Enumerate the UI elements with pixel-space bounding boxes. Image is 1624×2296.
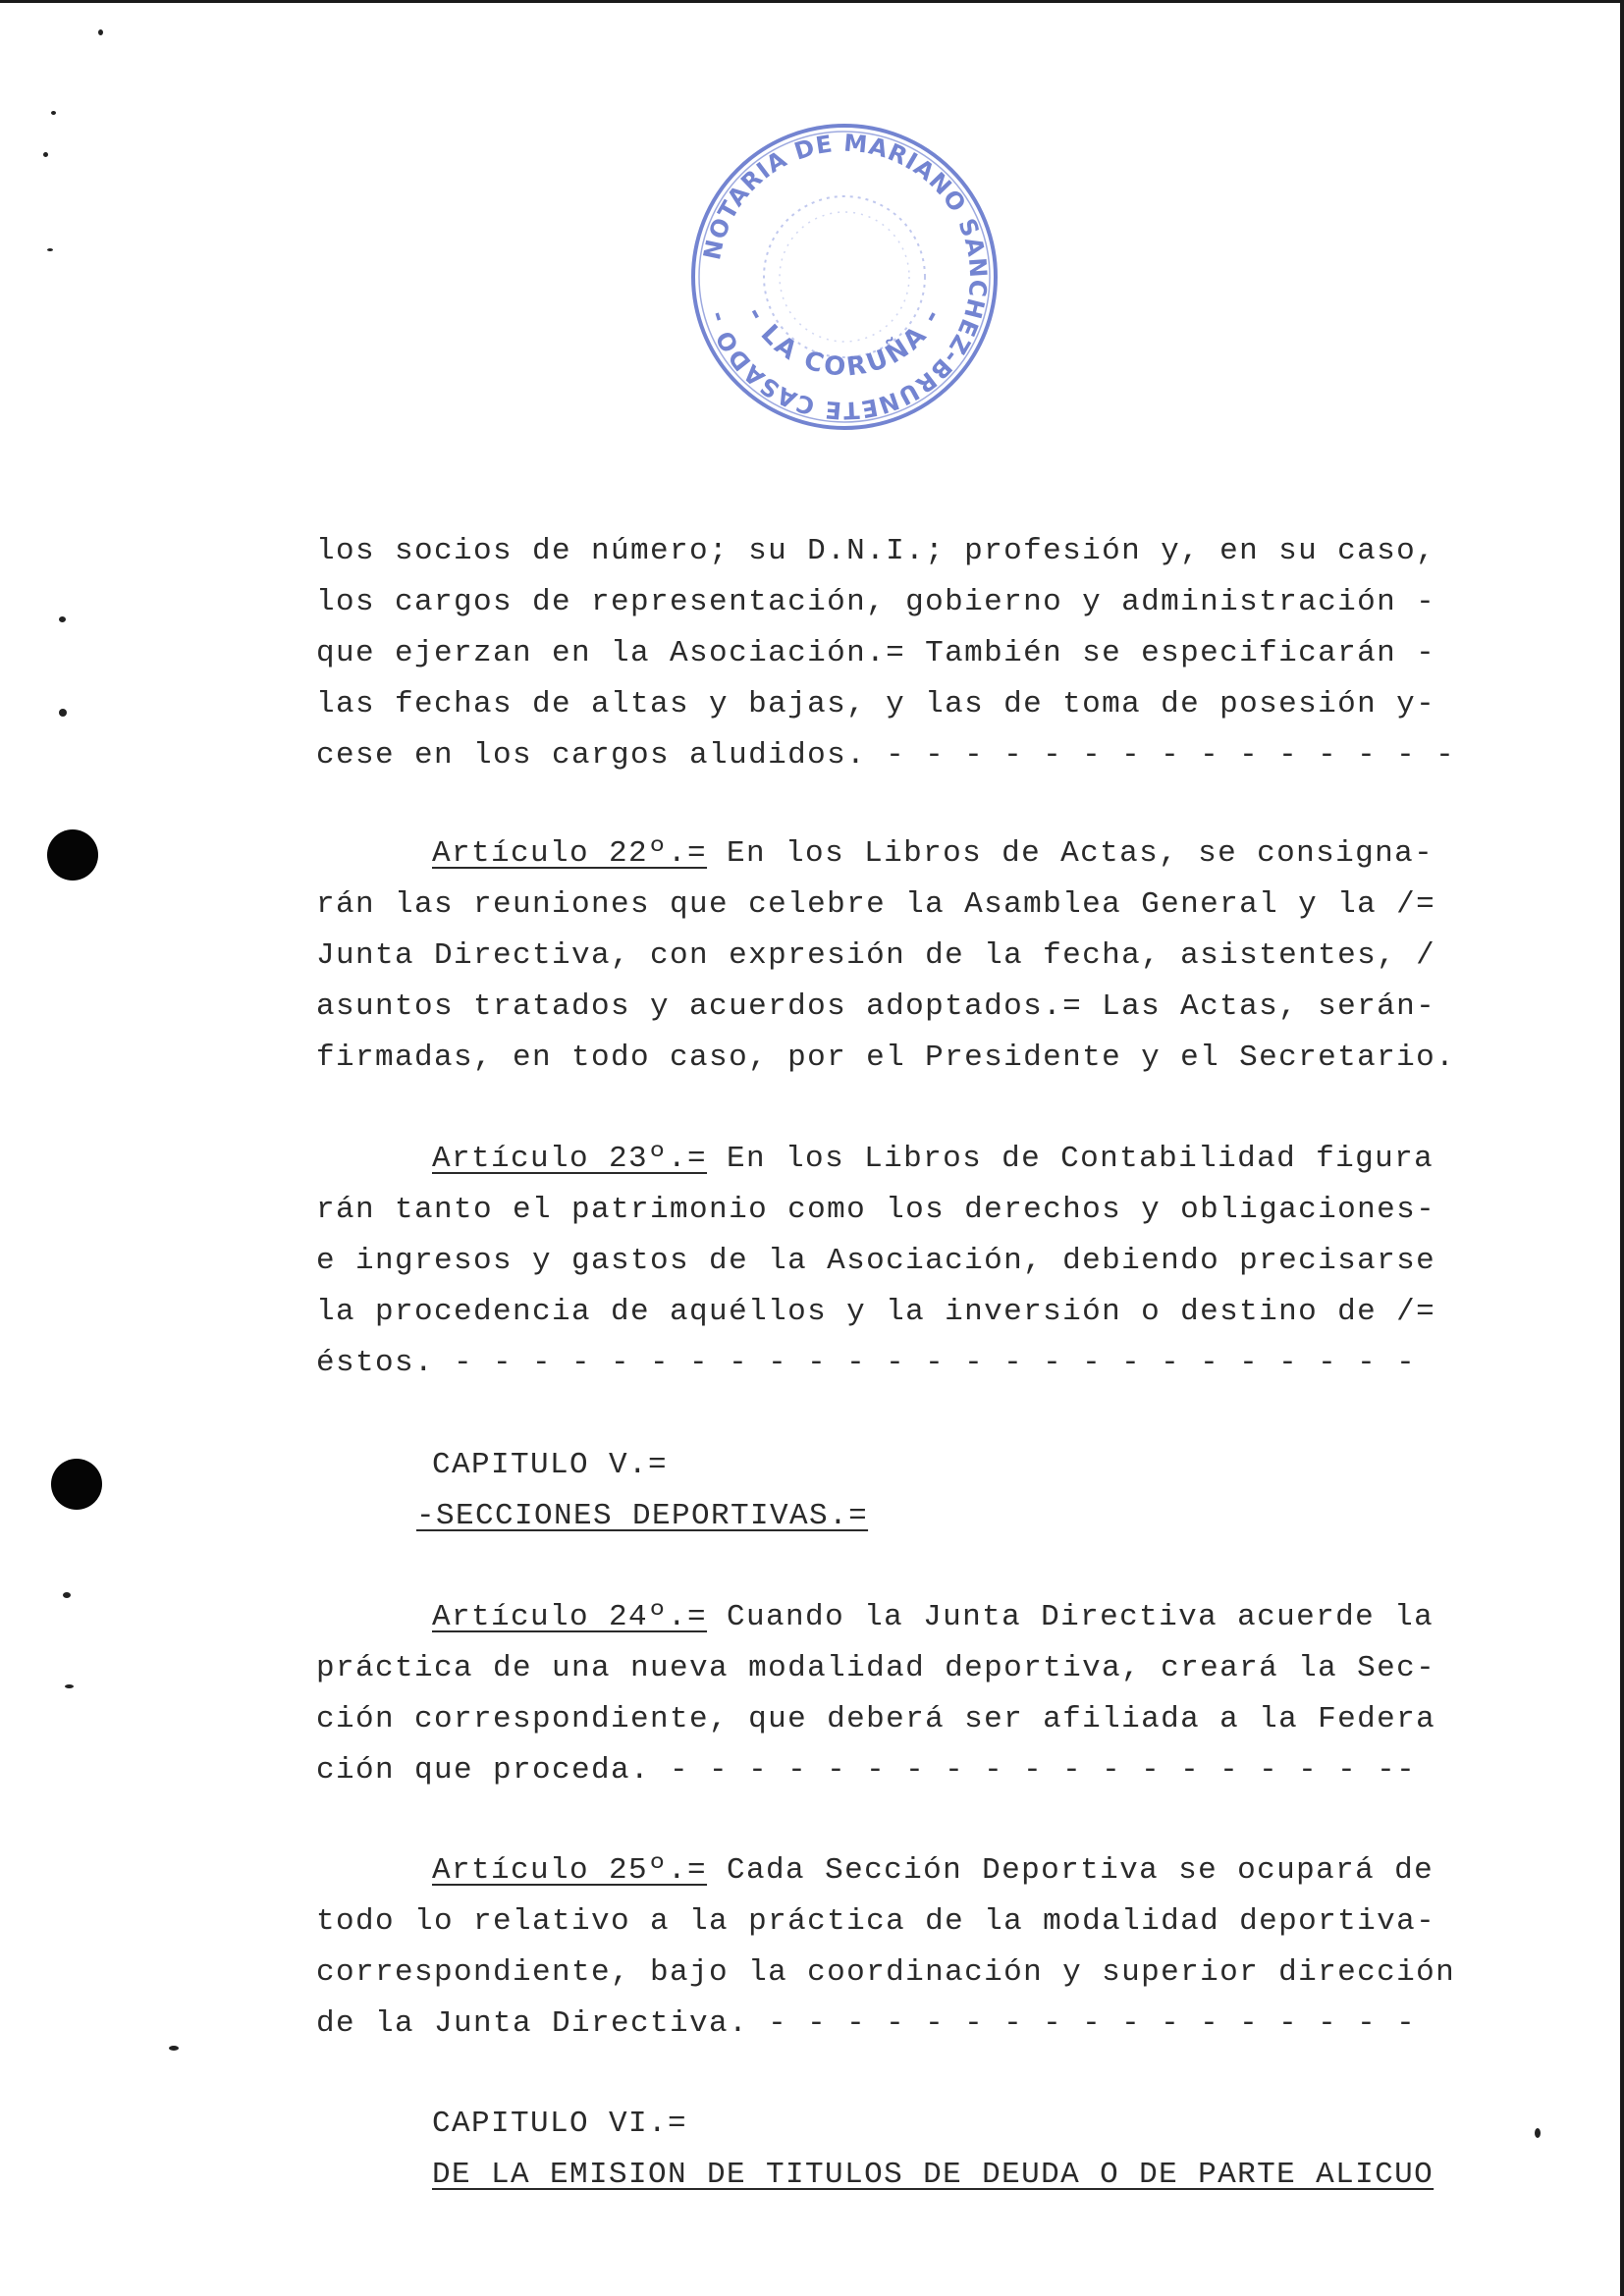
chapter-6-subtitle: DE LA EMISION DE TITULOS DE DEUDA O DE PARTE ALICUO xyxy=(432,2158,1435,2192)
speck xyxy=(59,709,67,717)
seal-outer-text: NOTARIA DE MARIANO SANCHEZ-BRUNETE CASADO - xyxy=(698,129,993,425)
speck xyxy=(169,2046,179,2051)
notary-seal xyxy=(687,120,1001,434)
article-24-first-text: Cuando la Junta Directiva acuerde la xyxy=(707,1600,1435,1634)
speck xyxy=(98,29,103,35)
article-25-first-line xyxy=(432,1853,1434,1889)
paragraph-1-line: las fechas de altas y bajas, y las de toma de posesión y- xyxy=(316,687,1436,721)
article-22-line: rán las reuniones que celebre la Asamblea General y la /= xyxy=(316,887,1436,922)
article-24-line: práctica de una nueva modalidad deportiva, creará la Sec- xyxy=(316,1651,1436,1685)
article-23-line: la procedencia de aquéllos y la inversión o destino de /= xyxy=(316,1295,1436,1329)
svg-text:- LA CORUÑA - xyxy=(740,302,948,383)
speck xyxy=(59,616,66,622)
speck xyxy=(65,1684,74,1688)
speck xyxy=(47,248,53,251)
article-24-first-line xyxy=(432,1600,1434,1635)
article-23-line: éstos. - - - - - - - - - - - - - - - - - - - - - - - - - xyxy=(316,1346,1417,1380)
article-25-line: correspondiente, bajo la coordinación y superior dirección xyxy=(316,1955,1456,1990)
article-22-heading: Artículo 22º.= xyxy=(432,836,708,871)
chapter-5-title: CAPITULO V.= xyxy=(432,1448,669,1482)
article-25-first-text: Cada Sección Deportiva se ocupará de xyxy=(707,1853,1435,1888)
article-24-line: ción correspondiente, que deberá ser afiliada a la Federa xyxy=(316,1702,1436,1736)
paragraph-1-line: los cargos de representación, gobierno y administración - xyxy=(316,585,1436,619)
article-22-first-text: En los Libros de Actas, se consigna- xyxy=(707,836,1435,871)
article-23-line: rán tanto el patrimonio como los derechos y obligaciones- xyxy=(316,1193,1436,1227)
article-22-line: Junta Directiva, con expresión de la fecha, asistentes, / xyxy=(316,938,1436,973)
paragraph-1-line: cese en los cargos aludidos. - - - - - - - - - - - - - - - xyxy=(316,738,1456,773)
article-22-line: firmadas, en todo caso, por el Presidente y el Secretario. xyxy=(316,1041,1456,1075)
article-25-heading: Artículo 25º.= xyxy=(432,1853,708,1888)
article-24-heading: Artículo 24º.= xyxy=(432,1600,708,1634)
article-22-first-line xyxy=(432,836,1434,872)
chapter-5-subtitle: -SECCIONES DEPORTIVAS.= xyxy=(416,1499,869,1533)
seal-bottom-text: - LA CORUÑA - xyxy=(740,301,948,383)
article-24-line: ción que proceda. - - - - - - - - - - - - - - - - - - -- xyxy=(316,1753,1417,1788)
article-23-first-text: En los Libros de Contabilidad figura xyxy=(707,1142,1435,1176)
speck xyxy=(63,1592,71,1598)
punch-hole-top xyxy=(47,829,98,881)
speck xyxy=(43,152,48,157)
paragraph-1-line: que ejerzan en la Asociación.= También se especificarán - xyxy=(316,636,1436,670)
paragraph-1-line: los socios de número; su D.N.I.; profesión y, en su caso, xyxy=(316,534,1436,568)
article-23-line: e ingresos y gastos de la Asociación, debiendo precisarse xyxy=(316,1244,1436,1278)
speck xyxy=(51,111,56,115)
punch-hole-bottom xyxy=(51,1459,102,1510)
article-22-line: asuntos tratados y acuerdos adoptados.= Las Actas, serán- xyxy=(316,989,1436,1024)
article-25-line: de la Junta Directiva. - - - - - - - - - - - - - - - - - xyxy=(316,2006,1417,2041)
article-23-first-line xyxy=(432,1142,1434,1177)
article-25-line: todo lo relativo a la práctica de la modalidad deportiva- xyxy=(316,1904,1436,1939)
chapter-6-title: CAPITULO VI.= xyxy=(432,2107,688,2141)
article-23-heading: Artículo 23º.= xyxy=(432,1142,708,1176)
speck xyxy=(1535,2128,1541,2138)
